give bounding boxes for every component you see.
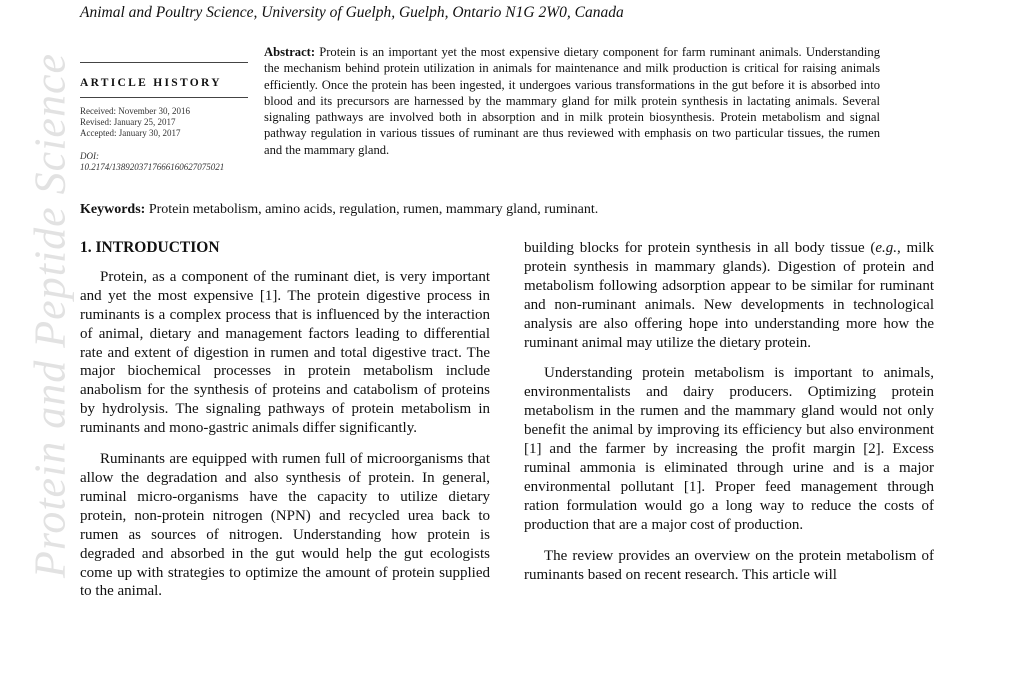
keywords-label: Keywords:	[80, 202, 146, 217]
paragraph	[524, 239, 934, 352]
doi-link[interactable]: 10.2174/1389203717666160627075021	[80, 162, 225, 172]
right-column	[524, 239, 934, 596]
paragraph-text: building blocks for protein synthesis in all body tissue (	[524, 240, 876, 256]
paragraph: Ruminants are equipped with rumen full of microorganisms that allow the degradation and also synthesis of protein. In general, ruminal micro-organisms have the capacity to utilize dietary protein, non-protein nitrogen (NPN) and recycled urea back to rumen as sources of nitrogen. Understanding how protein is degraded and absorbed in the gut would help the gut ecologists come up with strategies to optimize the amount of protein supplied to the animal.	[80, 451, 490, 600]
article-history-box	[80, 62, 248, 173]
eg-italic: e.g.	[875, 240, 898, 256]
journal-watermark: Protein and Peptide Science	[25, 52, 75, 579]
keywords	[80, 202, 980, 218]
accepted-date: Accepted: January 30, 2017	[80, 128, 181, 138]
section-heading: 1. INTRODUCTION	[80, 239, 220, 256]
keywords-text: Protein metabolism, amino acids, regulation, rumen, mammary gland, ruminant.	[148, 202, 599, 217]
article-history-heading: ARTICLE HISTORY	[80, 63, 248, 98]
paragraph-text: , milk protein synthesis in mammary glands). Digestion of protein and metabolism following adsorption appear to be similar for ruminant and non-ruminant animals. New developments in technological analysis are also offering hope into understanding more how the ruminant animal may utilize the dietary protein.	[524, 240, 934, 351]
paragraph: Understanding protein metabolism is important to animals, environmentalists and dairy producers. Optimizing protein metabolism in the rumen and the mammary gland would not only benefit the animal by improving its efficiency but also environment [1] and the farmer by increasing the profit margin [2]. Excess ruminal ammonia is eliminated through urine and is a major environmental pollutant [1]. Proper feed management through ration formulation would go a long way to reduce the costs of production that are a major cost of production.	[524, 365, 934, 533]
abstract-text: Protein is an important yet the most expensive dietary component for farm ruminant animals. Understanding the mechanism behind protein utilization in animals for maintenance and milk production is critical for raising animals efficiently. Once the protein has been ingested, it undergoes various transformations in the gut before it is absorbed into blood and its precursors are harnessed by the mammary gland for milk protein synthesis in lactating animals. Several signaling pathways are involved both in absorption and in milk protein biosynthesis. Protein metabolism and signal pathway regulation in various tissues of ruminant are thus reviewed with emphasis on two particular tissues, the rumen and the mammary gland.	[264, 45, 880, 157]
abstract-label: Abstract:	[264, 45, 316, 59]
affiliation-line: Animal and Poultry Science, University of Guelph, Guelph, Ontario N1G 2W0, Canada	[80, 4, 624, 21]
paragraph: Protein, as a component of the ruminant diet, is very important and yet the most expensive [1]. The protein digestive process in ruminants is a complex process that is influenced by the interaction of animal, dietary and management factors leading to differential rate and extent of digestion in rumen and total digestive tract. The major biochemical processes in protein metabolism include anabolism for the synthesis of proteins and catabolism of proteins by hydrolysis. The signaling pathways of protein metabolism in ruminants and mono-gastric animals differ significantly.	[80, 268, 490, 437]
abstract	[264, 44, 880, 158]
received-date: Received: November 30, 2016	[80, 106, 190, 116]
left-column	[80, 239, 490, 613]
paragraph: The review provides an overview on the protein metabolism of ruminants based on recent research. This article will	[524, 547, 934, 583]
revised-date: Revised: January 25, 2017	[80, 117, 176, 127]
doi-label: DOI:	[80, 151, 99, 161]
